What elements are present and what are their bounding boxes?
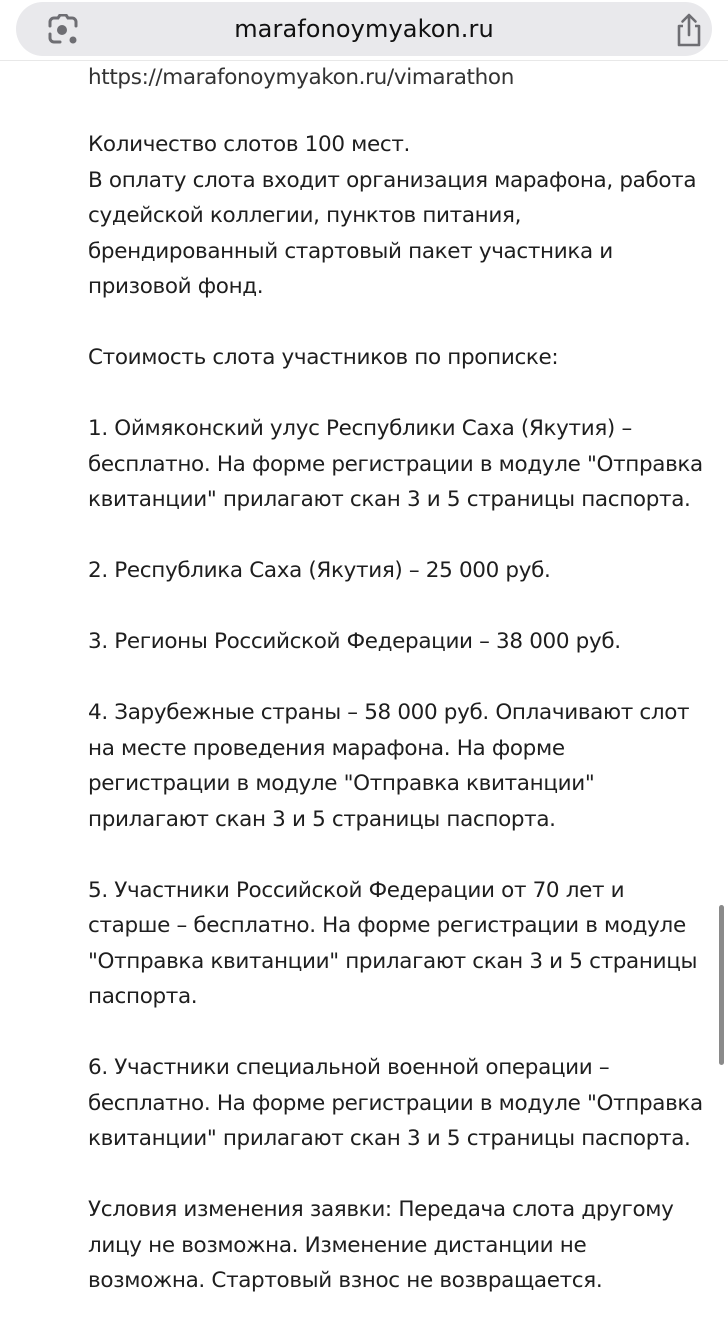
- price-item-3: 3. Регионы Российской Федерации – 38 000 руб.: [88, 629, 621, 654]
- price-item-5: 5. Участники Российской Федерации от 70 лет и старше – бесплатно. На форме регистрации в модуле "Отправка квитанции" прилагают скан 3 и 5 страницы паспорта.: [88, 877, 698, 1009]
- browser-top-bar: [0, 0, 728, 61]
- price-item-2: 2. Республика Саха (Якутия) – 25 000 руб.: [88, 558, 551, 583]
- vertical-scrollbar[interactable]: [719, 905, 724, 1065]
- page-content: [88, 127, 708, 1334]
- slots-info-paragraph: Количество слотов 100 мест. В оплату слота входит организация марафона, работа судейской коллегии, пунктов питания, брендированный стартовый пакет участника и призовой фонд.: [88, 132, 697, 299]
- url-text[interactable]: marafonoymyakon.ru: [234, 15, 494, 43]
- price-item-4: 4. Зарубежные страны – 58 000 руб. Оплачивают слот на месте проведения марафона. На форме регистрации в модуле "Отправка квитанции" прилагают скан 3 и 5 страницы паспорта.: [88, 700, 690, 832]
- link-text[interactable]: https://marafonoymyakon.ru/vimarathon: [88, 65, 514, 90]
- price-item-6: 6. Участники специальной военной операции – бесплатно. На форме регистрации в модуле "Отправка квитанции" прилагают скан 3 и 5 страницы паспорта.: [88, 1055, 703, 1151]
- share-icon[interactable]: [672, 12, 706, 48]
- price-item-1: 1. Оймяконский улус Республики Саха (Якутия) – бесплатно. На форме регистрации в модуле "Отправка квитанции" прилагают скан 3 и 5 страницы паспорта.: [88, 416, 703, 512]
- pricing-heading: Стоимость слота участников по прописке:: [88, 345, 559, 370]
- partially-hidden-link[interactable]: [88, 63, 514, 93]
- address-bar[interactable]: [16, 2, 712, 56]
- change-conditions-paragraph: Условия изменения заявки: Передача слота другому лицу не возможна. Изменение дистанции не возможна. Стартовый взнос не возвращается.: [88, 1197, 674, 1293]
